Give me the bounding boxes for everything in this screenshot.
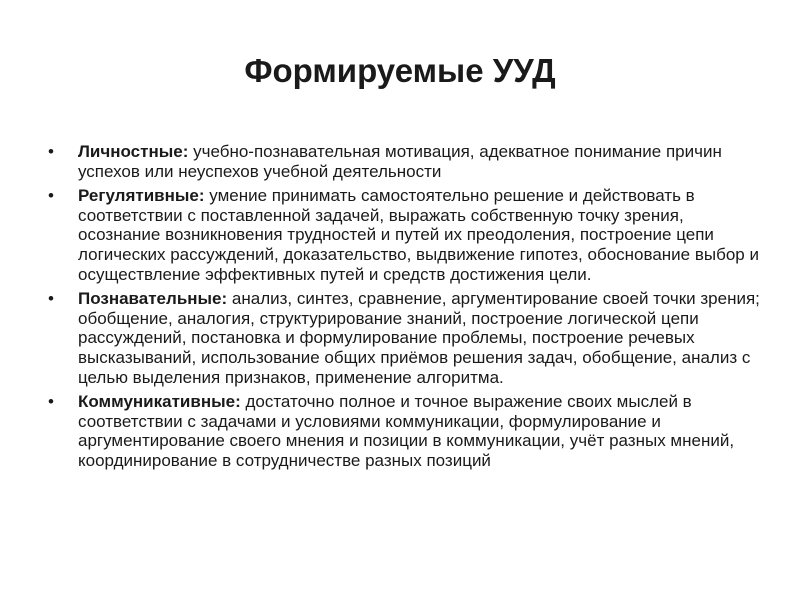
bullet-term: Коммуникативные: — [78, 392, 241, 412]
bullet-dot-icon: • — [48, 186, 54, 206]
bullet-dot-icon: • — [48, 142, 54, 161]
bullet-item-cognitive — [48, 289, 760, 387]
bullet-text: умение принимать самостоятельно решение и действовать в соответствии с поставленной задачей, выражать собственную точку зрения, осознание возникновения трудностей и путей их преодоления, построение цепи логических рассуждений, доказательство, выдвижение гипотез, обоснование выбор и осуществление эффективных путей и средств достижения цели. — [78, 186, 759, 284]
bullet-term: Регулятивные: — [78, 186, 205, 206]
bullet-text: анализ, синтез, сравнение, аргументирование своей точки зрения; обобщение, аналогия, структурирование знаний, построение логической цепи рассуждений, постановка и формулирование проблемы, построение речевых высказываний, использование общих приёмов решения задач, обобщение, анализ с целью выделения признаков, применение алгоритма. — [78, 289, 760, 387]
bullet-item-personal — [48, 142, 760, 181]
bullet-item-regulatory — [48, 186, 760, 284]
bullet-term: Личностные: — [78, 142, 189, 161]
slide-title: Формируемые УУД — [244, 52, 556, 89]
bullet-list — [48, 142, 760, 476]
bullet-dot-icon: • — [48, 289, 54, 309]
bullet-dot-icon: • — [48, 392, 54, 412]
bullet-text: учебно-познавательная мотивация, адекватное понимание причин успехов или неуспехов учебной деятельности — [78, 142, 722, 181]
bullet-term: Познавательные: — [78, 289, 228, 309]
bullet-item-communicative — [48, 392, 760, 470]
bullet-text: достаточно полное и точное выражение своих мыслей в соответствии с задачами и условиями коммуникации, формулирование и аргументирование своего мнения и позиции в коммуникации, учёт разных мнений, координирование в сотрудничестве разных позиций — [78, 392, 735, 470]
